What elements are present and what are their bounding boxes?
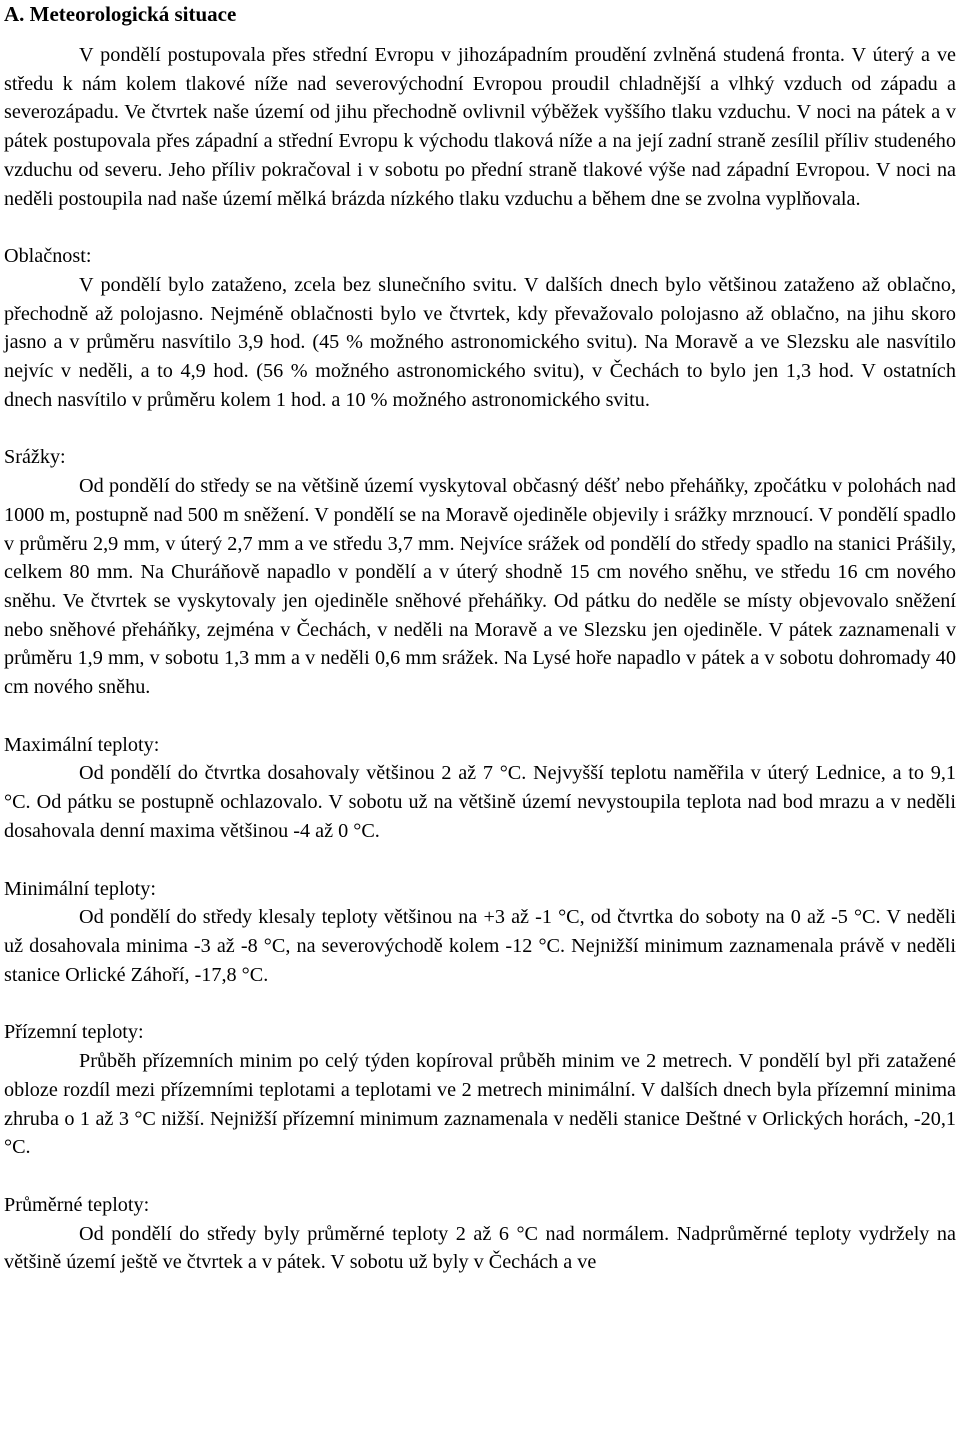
precipitation-label: Srážky: <box>4 446 66 469</box>
average-temperature-label: Průměrné teploty: <box>4 1193 150 1216</box>
average-temperature-section <box>4 1191 956 1277</box>
average-temperature-paragraph: Od pondělí do středy byly průměrné teploty 2 až 6 °C nad normálem. Nadprůměrné teploty vydržely na většině území ještě ve čtvrtek a v pátek. V sobotu už byly v Čechách a ve <box>4 1222 956 1274</box>
precipitation-section <box>4 443 956 701</box>
section-heading: A. Meteorologická situace <box>4 2 237 26</box>
max-temperature-label: Maximální teploty: <box>4 733 160 756</box>
max-temperature-section <box>4 731 956 846</box>
ground-temperature-paragraph: Průběh přízemních minim po celý týden kopíroval průběh minim ve 2 metrech. V pondělí byl při zatažené obloze rozdíl mezi přízemními teplotami a teplotami ve 2 metrech minimální. V dalších dnech byla přízemní minima zhruba o 1 až 3 °C nižší. Nejnižší přízemní minimum zaznamenala v neděli stanice Deštné v Orlických horách, -20,1 °C. <box>4 1050 956 1159</box>
precipitation-paragraph: Od pondělí do středy se na většině území vyskytoval občasný déšť nebo přeháňky, zpočátku v polohách nad 1000 m, postupně nad 500 m sněžení. V pondělí se na Moravě ojediněle objevily i srážky mrznoucí. V pondělí spadlo v průměru 2,9 mm, v úterý 2,7 mm a ve středu 3,7 mm. Nejvíce srážek od pondělí do středy spadlo na stanici Prášily, celkem 80 mm. Na Churáňově napadlo v pondělí a v úterý shodně 15 cm nového sněhu, ve středu 16 cm nového sněhu. Ve čtvrtek se vyskytovaly jen ojediněle sněhové přeháňky. Od pátku do neděle se místy objevovalo sněžení nebo sněhové přeháňky, zejména v Čechách, v neděli na Moravě a ve Slezsku jen ojediněle. V pátek zaznamenali v průměru 1,9 mm, v sobotu 1,3 mm a v neděli 0,6 mm srážek. Na Lysé hoře napadlo v pátek a v sobotu dohromady 40 cm nového sněhu. <box>4 475 956 699</box>
cloudiness-label: Oblačnost: <box>4 245 92 268</box>
cloudiness-paragraph: V pondělí bylo zataženo, zcela bez slunečního svitu. V dalších dnech bylo většinou zataženo až oblačno, přechodně až polojasno. Nejméně oblačnosti bylo ve čtvrtek, kdy převažovalo polojasno až oblačno, na jihu skoro jasno a v průměru nasvítilo 3,9 hod. (45 % možného astronomického svitu). Na Moravě a ve Slezsku ale nasvítilo nejvíc v neděli, a to 4,9 hod. (56 % možného astronomického svitu), v Čechách to bylo jen 1,3 hod. V ostatních dnech nasvítilo v průměru kolem 1 hod. a 10 % možného astronomického svitu. <box>4 273 956 411</box>
ground-temperature-section <box>4 1018 956 1162</box>
max-temperature-paragraph: Od pondělí do čtvrtka dosahovaly většinou 2 až 7 °C. Nejvyšší teplotu naměřila v úterý Lednice, a to 9,1 °C. Od pátku se postupně ochlazovalo. V sobotu už na většině území nevystoupila teplota nad bod mrazu a v neděli dosahovala denní maxima většinou -4 až 0 °C. <box>4 762 956 842</box>
cloudiness-section <box>4 242 956 414</box>
synoptic-situation-paragraph: V pondělí postupovala přes střední Evropu v jihozápadním proudění zvlněná studená fronta. V úterý a ve středu k nám kolem tlakové níže nad severovýchodní Evropou proudil chladnější a vlhký vzduch od západu a severozápadu. Ve čtvrtek naše území od jihu přechodně ovlivnil výběžek vyššího tlaku vzduchu. V noci na pátek a v pátek postupovala přes západní a střední Evropu k východu tlaková níže a na její zadní straně zesílil příliv studeného vzduchu od severu. Jeho příliv pokračoval i v sobotu po přední straně tlakové výše nad západní Evropou. V noci na neděli postoupila nad naše území mělká brázda nízkého tlaku vzduchu a během dne se zvolna vyplňovala. <box>4 44 956 210</box>
min-temperature-section <box>4 875 956 990</box>
ground-temperature-label: Přízemní teploty: <box>4 1021 144 1044</box>
min-temperature-paragraph: Od pondělí do středy klesaly teploty většinou na +3 až -1 °C, od čtvrtka do soboty na 0 až -5 °C. V neděli už dosahovala minima -3 až -8 °C, na severovýchodě kolem -12 °C. Nejnižší minimum zaznamenala právě v neděli stanice Orlické Záhoří, -17,8 °C. <box>4 906 956 986</box>
min-temperature-label: Minimální teploty: <box>4 877 156 900</box>
